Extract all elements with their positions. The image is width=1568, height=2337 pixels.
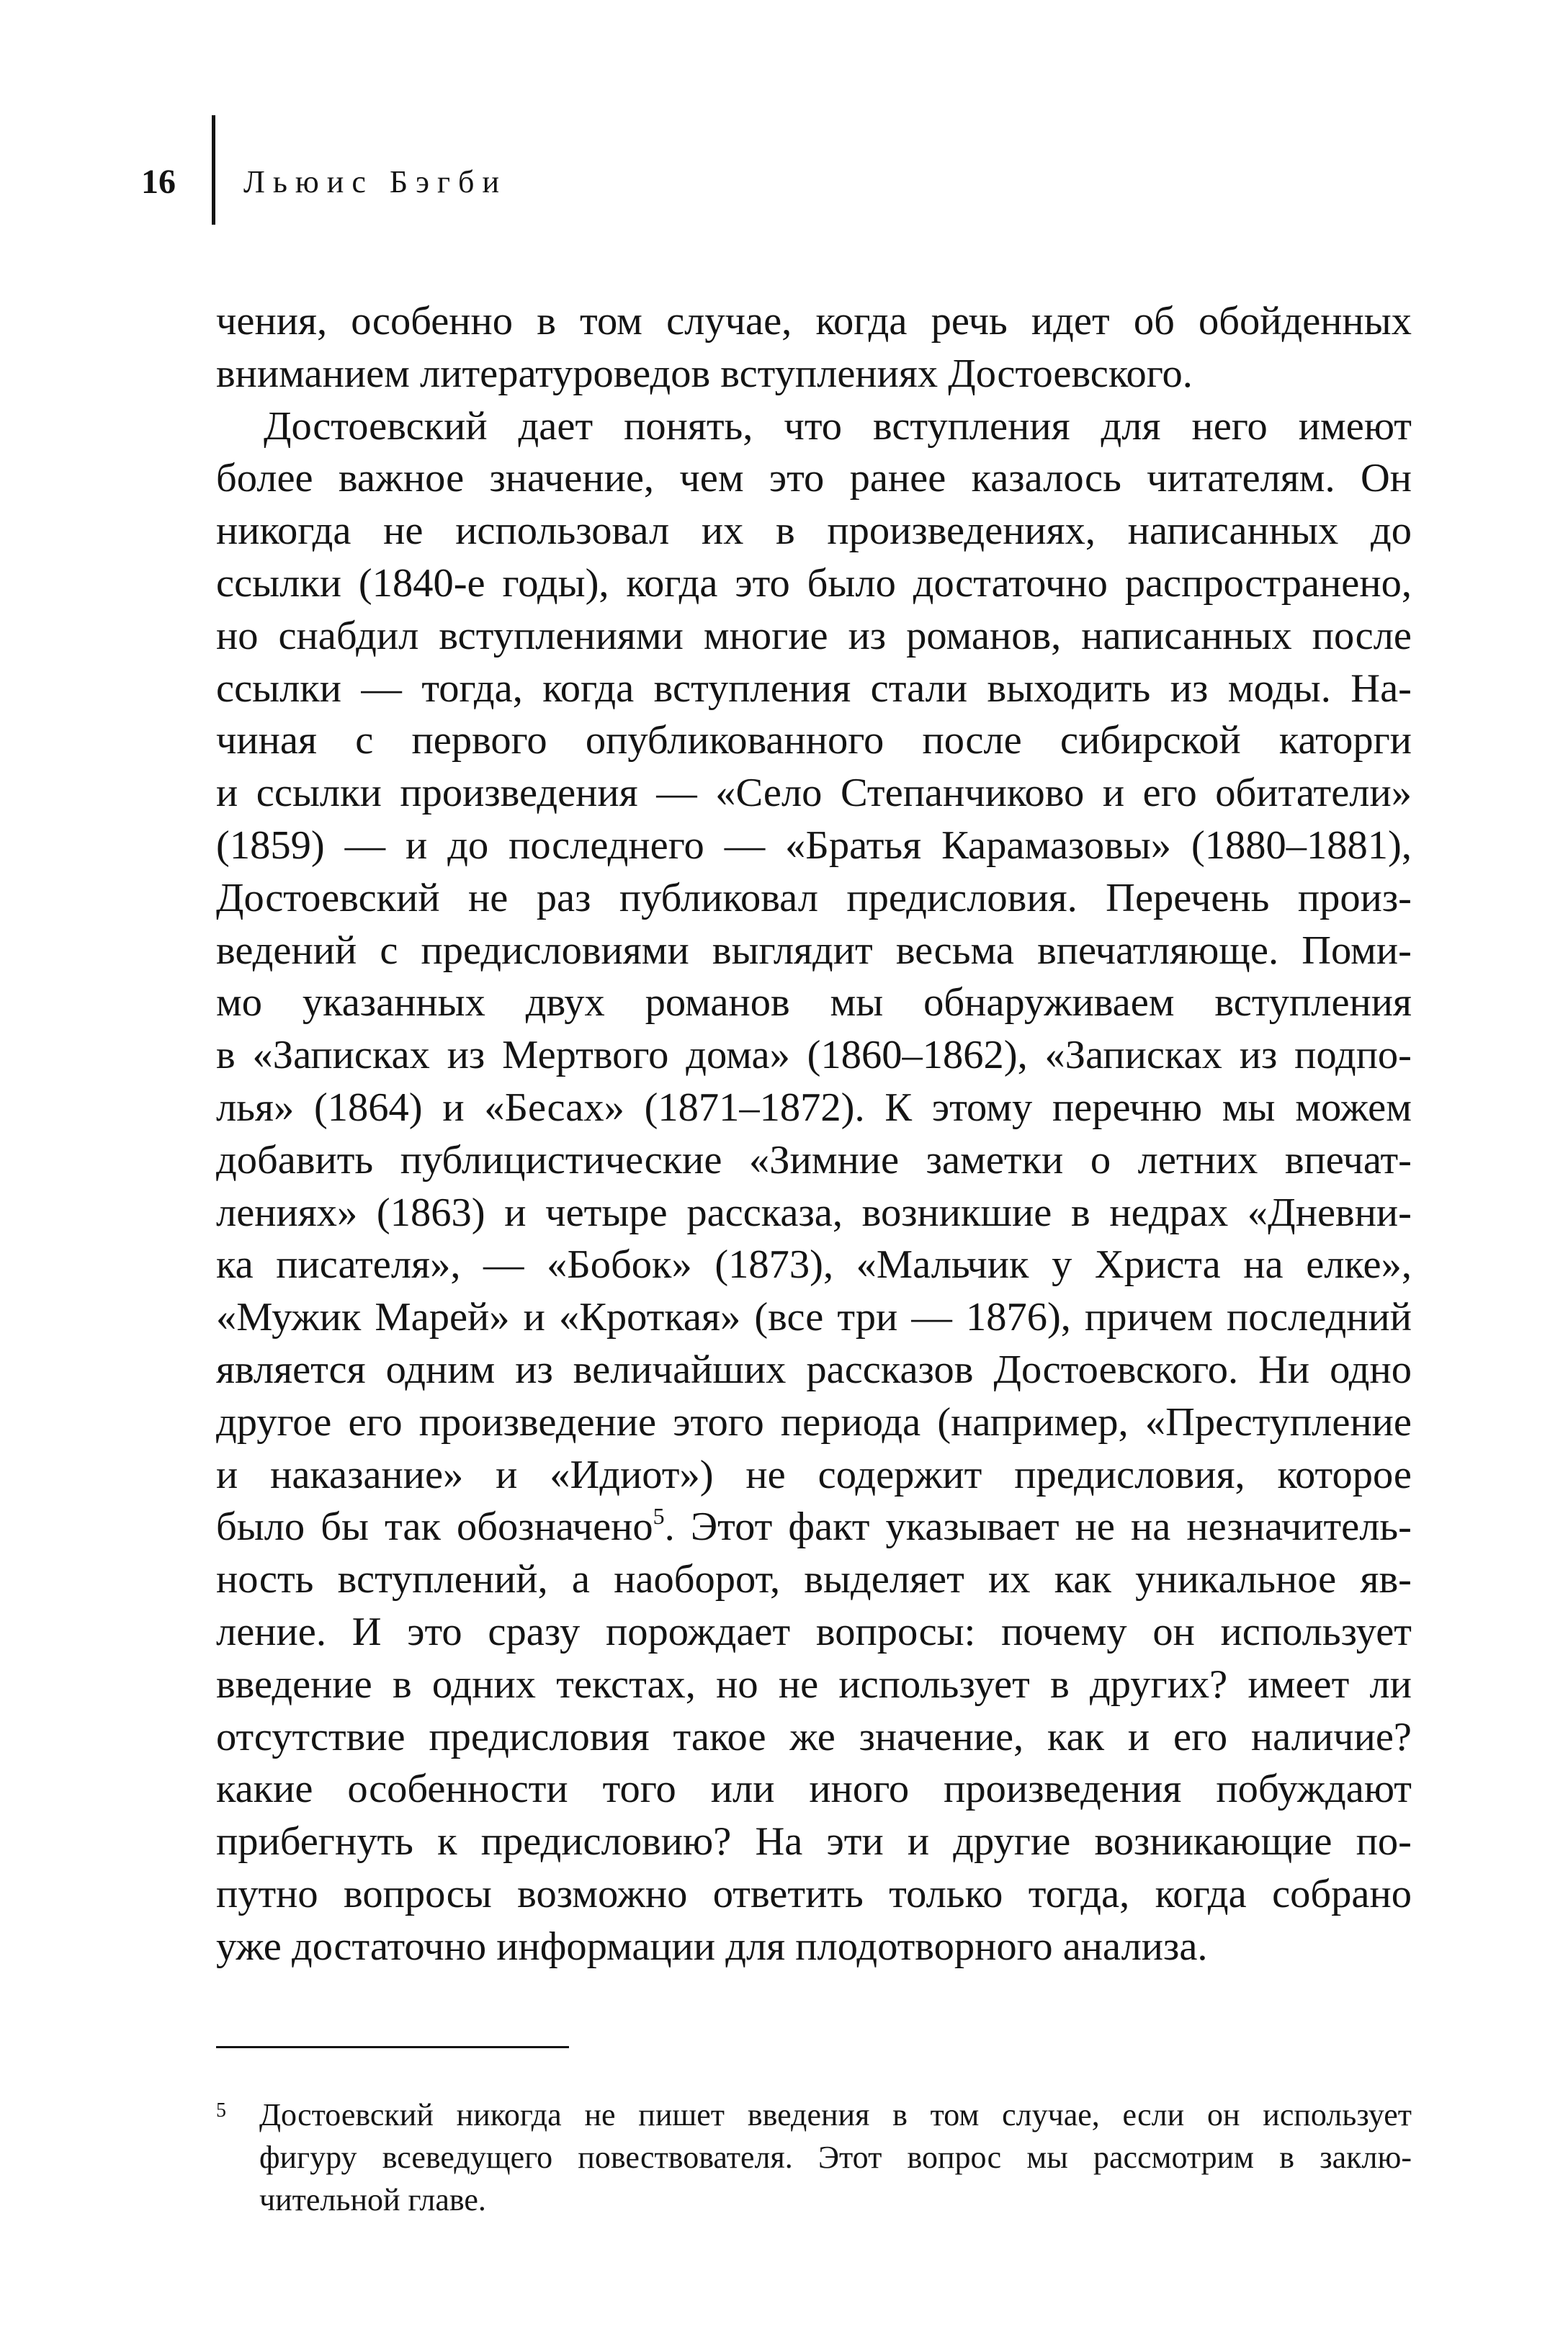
footnote-text	[259, 2094, 1412, 2221]
text-line: мо указанных двух романов мы обнаруживаем вступления	[216, 980, 1412, 1026]
running-head-divider	[212, 115, 215, 225]
main-text	[216, 295, 1412, 1973]
running-head	[115, 115, 1412, 230]
text-line: ссылки (1840-е годы), когда это было достаточно распространено,	[216, 560, 1412, 606]
text-fragment: . Этот факт указывает не на незначитель-	[664, 1504, 1412, 1550]
text-line: ление. И это сразу порождает вопросы: почему он использует	[216, 1609, 1412, 1654]
text-line: чения, особенно в том случае, когда речь идет об обойденных	[216, 299, 1412, 344]
running-head-author: Льюис Бэгби	[243, 164, 507, 199]
text-line: ка писателя», — «Бобок» (1873), «Мальчик у Христа на елке»,	[216, 1242, 1412, 1288]
text-line: ведений с предисловиями выглядит весьма впечатляюще. Поми-	[216, 928, 1412, 973]
text-line: путно вопросы возможно ответить только тогда, когда собрано	[216, 1871, 1412, 1916]
text-line: Достоевский не раз публиковал предисловия. Перечень произ-	[216, 875, 1412, 920]
text-line: введение в одних текстах, но не использует в других? имеет ли	[216, 1661, 1412, 1707]
text-line: другое его произведение этого периода (например, «Преступление	[216, 1399, 1412, 1445]
text-line: но снабдил вступлениями многие из романов, написанных после	[216, 613, 1412, 658]
text-line: и ссылки произведения — «Село Степанчиково и его обитатели»	[216, 771, 1412, 816]
text-line: прибегнуть к предисловию? На эти и другие возникающие по-	[216, 1819, 1412, 1865]
text-line: Достоевский дает понять, что вступления для него имеют	[264, 403, 1412, 449]
text-line: ссылки — тогда, когда вступления стали выходить из моды. На-	[216, 665, 1412, 711]
text-line: более важное значение, чем это ранее казалось читателям. Он	[216, 456, 1412, 501]
text-line: (1859) — и до последнего — «Братья Карамазовы» (1880–1881),	[216, 822, 1412, 868]
text-line: в «Записках из Мертвого дома» (1860–1862), «Записках из подпо-	[216, 1033, 1412, 1078]
footnote-mark: 5	[216, 2099, 226, 2122]
footnote-line: Достоевский никогда не пишет введения в том случае, если он использует	[259, 2097, 1412, 2132]
text-line: лья» (1864) и «Бесах» (1871–1872). К этому перечню мы можем	[216, 1085, 1412, 1130]
text-line: чиная с первого опубликованного после сибирской каторги	[216, 718, 1412, 763]
text-line: и наказание» и «Идиот») не содержит предисловия, которое	[216, 1452, 1412, 1497]
footnote-divider	[216, 2046, 569, 2048]
text-line: ность вступлений, а наоборот, выделяет их как уникальное яв-	[216, 1557, 1412, 1602]
text-line: какие особенности того или иного произведения побуждают	[216, 1767, 1412, 1812]
text-line: добавить публицистические «Зимние заметки о летних впечат-	[216, 1137, 1412, 1183]
text-line: является одним из величайших рассказов Достоевского. Ни одно	[216, 1347, 1412, 1392]
footnote-line: чительной главе.	[259, 2182, 486, 2217]
text-line: никогда не использовал их в произведениях, написанных до	[216, 508, 1412, 554]
text-line-with-note	[216, 1501, 1412, 1553]
text-fragment: было бы так обозначено	[216, 1504, 653, 1550]
page-number: 16	[141, 163, 176, 201]
text-line: вниманием литературоведов вступлениях Достоевского.	[216, 351, 1193, 396]
text-line: лениях» (1863) и четыре рассказа, возникшие в недрах «Дневни-	[216, 1190, 1412, 1235]
text-line: уже достаточно информации для плодотворного анализа.	[216, 1924, 1208, 1969]
text-line: «Мужик Марей» и «Кроткая» (все три — 1876), причем последний	[216, 1295, 1412, 1340]
text-line: отсутствие предисловия такое же значение, как и его наличие?	[216, 1714, 1412, 1759]
footnote-line: фигуру всеведущего повествователя. Этот вопрос мы рассмотрим в заклю-	[259, 2140, 1412, 2175]
footnote-reference[interactable]: 5	[653, 1503, 665, 1530]
